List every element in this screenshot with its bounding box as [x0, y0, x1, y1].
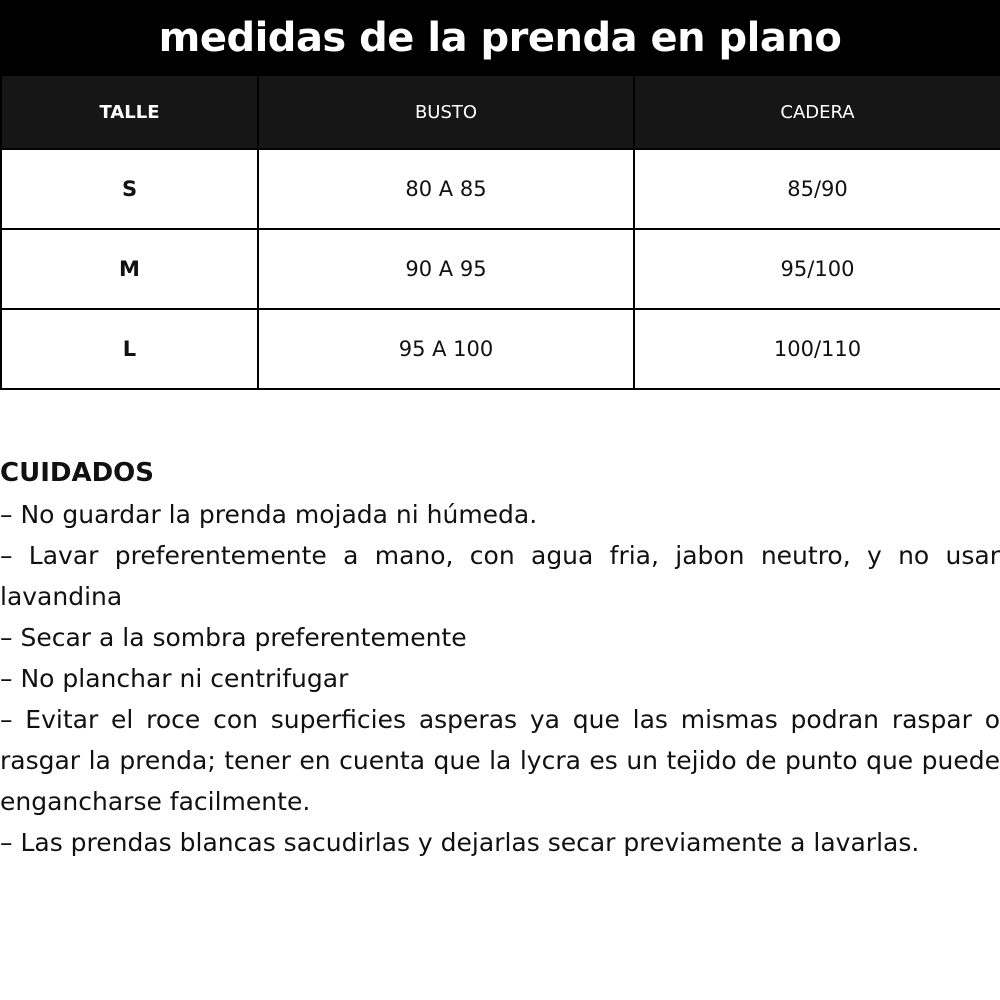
cell-cadera-l: 100/110 [635, 310, 1000, 390]
care-instructions [0, 453, 1000, 863]
cell-busto-l: 95 A 100 [259, 310, 635, 390]
cell-cadera-s: 85/90 [635, 150, 1000, 230]
cell-busto-s: 80 A 85 [259, 150, 635, 230]
cell-talle-s: S [2, 150, 259, 230]
column-header-busto: BUSTO [259, 76, 635, 150]
column-header-cadera: CADERA [635, 76, 1000, 150]
column-header-talle: TALLE [2, 76, 259, 150]
care-item: – Secar a la sombra preferentemente [0, 623, 467, 652]
care-heading: CUIDADOS [0, 458, 154, 488]
table-title: medidas de la prenda en plano [0, 0, 1000, 76]
care-item: – No guardar la prenda mojada ni húmeda. [0, 500, 538, 529]
cell-cadera-m: 95/100 [635, 230, 1000, 310]
size-table [0, 0, 1000, 390]
care-item: – No planchar ni centrifugar [0, 664, 349, 693]
size-grid [0, 76, 1000, 390]
cell-talle-l: L [2, 310, 259, 390]
cell-busto-m: 90 A 95 [259, 230, 635, 310]
care-item: – Evitar el roce con superficies asperas ya que las mismas podran raspar o rasgar la prenda; tener en cuenta que la lycra es un tejido de punto que puede engancharse facilmente. [0, 705, 1000, 816]
cell-talle-m: M [2, 230, 259, 310]
care-item: – Lavar preferentemente a mano, con agua fria, jabon neutro, y no usar lavandina [0, 541, 1000, 611]
care-item: – Las prendas blancas sacudirlas y dejarlas secar previamente a lavarlas. [0, 828, 920, 857]
